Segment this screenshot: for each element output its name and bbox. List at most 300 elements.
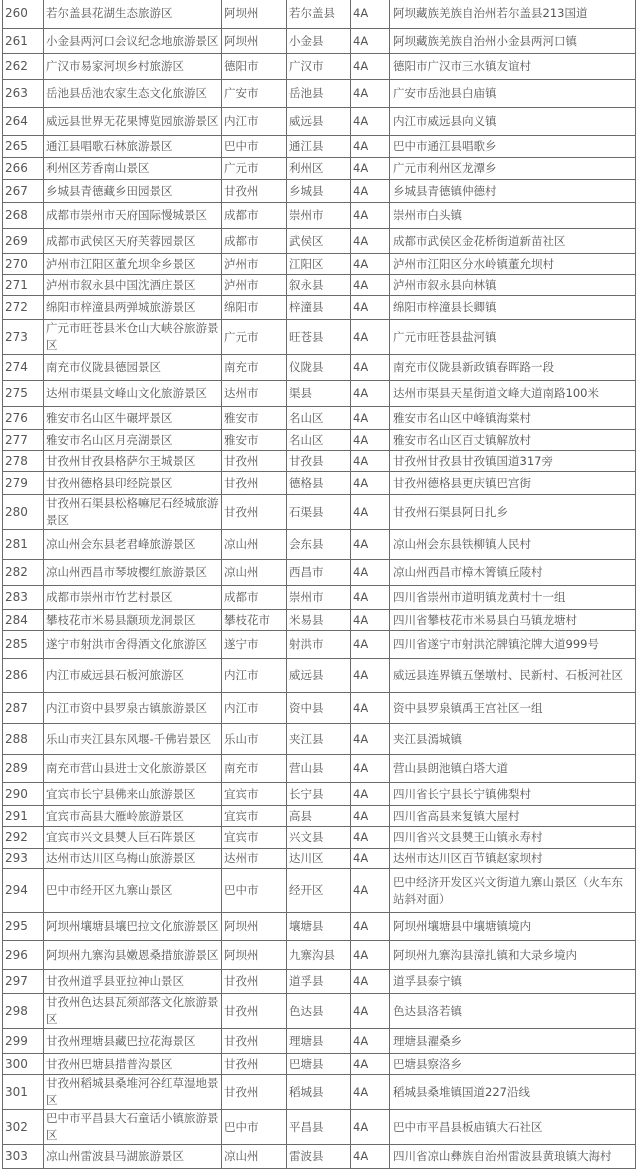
row-number-cell: 285 [3,631,44,659]
address-cell: 巴塘县察洛乡 [390,1054,636,1075]
rating-cell: 4A [351,560,390,586]
city-cell: 甘孜州 [222,495,287,530]
table-row [3,1075,636,1110]
scenic-area-name-cell: 泸州市江阳区董允坝伞乡景区 [44,254,222,275]
county-cell: 叙永县 [287,275,351,296]
city-cell: 德阳市 [222,54,287,80]
address-cell: 阿坝州壤塘县中壤塘镇境内 [390,913,636,941]
city-cell: 广元市 [222,158,287,180]
table-row [3,806,636,827]
address-cell: 达州市渠县天星街道文峰大道南路100米 [390,381,636,407]
address-cell: 阿坝藏族羌族自治州若尔盖县213国道 [390,0,636,29]
row-number-cell: 281 [3,530,44,560]
rating-cell: 4A [351,941,390,970]
row-number-cell: 291 [3,806,44,827]
table-row [3,530,636,560]
address-cell: 内江市威远县向义镇 [390,108,636,136]
rating-cell: 4A [351,136,390,158]
row-number-cell: 286 [3,659,44,693]
scenic-area-name-cell: 成都市武侯区天府芙蓉园景区 [44,229,222,254]
county-cell: 崇州市 [287,586,351,610]
city-cell: 甘孜州 [222,994,287,1029]
scenic-spots-table [2,0,636,1169]
county-cell: 稻城县 [287,1075,351,1110]
city-cell: 泸州市 [222,254,287,275]
rating-cell: 4A [351,320,390,355]
table-row [3,849,636,869]
city-cell: 南充市 [222,755,287,783]
rating-cell: 4A [351,659,390,693]
rating-cell: 4A [351,1145,390,1169]
city-cell: 凉山州 [222,560,287,586]
table-row [3,631,636,659]
row-number-cell: 265 [3,136,44,158]
row-number-cell: 301 [3,1075,44,1110]
scenic-area-name-cell: 南充市仪陇县德园景区 [44,355,222,381]
scenic-area-name-cell: 若尔盖县花湖生态旅游区 [44,0,222,29]
scenic-area-name-cell: 利州区芳香南山景区 [44,158,222,180]
rating-cell: 4A [351,806,390,827]
table-row [3,275,636,296]
city-cell: 攀枝花市 [222,610,287,631]
scenic-area-name-cell: 巴中市平昌县大石童话小镇旅游景区 [44,1110,222,1145]
rating-cell: 4A [351,0,390,29]
table-row [3,136,636,158]
row-number-cell: 267 [3,180,44,203]
county-cell: 旺苍县 [287,320,351,355]
address-cell: 广元市旺苍县盐河镇 [390,320,636,355]
address-cell: 夹江县漹城镇 [390,724,636,755]
city-cell: 阿坝州 [222,941,287,970]
county-cell: 威远县 [287,108,351,136]
row-number-cell: 283 [3,586,44,610]
row-number-cell: 289 [3,755,44,783]
scenic-area-name-cell: 宜宾市高县大雁岭旅游景区 [44,806,222,827]
scenic-area-name-cell: 甘孜州理塘县藏巴拉花海景区 [44,1029,222,1054]
address-cell: 四川省遂宁市射洪沱牌镇沱牌大道999号 [390,631,636,659]
rating-cell: 4A [351,1110,390,1145]
rating-cell: 4A [351,994,390,1029]
address-cell: 甘孜州德格县更庆镇巴宫街 [390,472,636,495]
county-cell: 若尔盖县 [287,0,351,29]
city-cell: 巴中市 [222,1110,287,1145]
row-number-cell: 294 [3,869,44,913]
scenic-area-name-cell: 达州市渠县文峰山文化旅游景区 [44,381,222,407]
address-cell: 四川省凉山彝族自治州雷波县黄琅镇大海村 [390,1145,636,1169]
address-cell: 威远县连界镇五堡墩村、民新村、石板河社区 [390,659,636,693]
city-cell: 阿坝州 [222,0,287,29]
city-cell: 甘孜州 [222,970,287,994]
address-cell: 德阳市广汉市三水镇友谊村 [390,54,636,80]
scenic-area-name-cell: 宜宾市长宁县佛来山旅游景区 [44,783,222,806]
table-row [3,430,636,451]
scenic-area-name-cell: 通江县唱歌石林旅游景区 [44,136,222,158]
county-cell: 通江县 [287,136,351,158]
table-row [3,1029,636,1054]
city-cell: 甘孜州 [222,1029,287,1054]
row-number-cell: 303 [3,1145,44,1169]
row-number-cell: 297 [3,970,44,994]
county-cell: 名山区 [287,430,351,451]
address-cell: 资中县罗泉镇禹王宫社区一组 [390,693,636,724]
city-cell: 凉山州 [222,1145,287,1169]
scenic-area-name-cell: 泸州市叙永县中国沈酒庄景区 [44,275,222,296]
rating-cell: 4A [351,180,390,203]
city-cell: 宜宾市 [222,806,287,827]
rating-cell: 4A [351,495,390,530]
city-cell: 甘孜州 [222,180,287,203]
row-number-cell: 292 [3,827,44,849]
table-row [3,693,636,724]
county-cell: 威远县 [287,659,351,693]
scenic-area-name-cell: 遂宁市射洪市舍得酒文化旅游区 [44,631,222,659]
city-cell: 成都市 [222,229,287,254]
county-cell: 射洪市 [287,631,351,659]
row-number-cell: 279 [3,472,44,495]
scenic-area-name-cell: 达州市达川区乌梅山旅游景区 [44,849,222,869]
county-cell: 平昌县 [287,1110,351,1145]
table-row [3,158,636,180]
table-row [3,381,636,407]
city-cell: 达州市 [222,381,287,407]
address-cell: 阿坝藏族羌族自治州小金县两河口镇 [390,29,636,54]
table-row [3,54,636,80]
county-cell: 兴文县 [287,827,351,849]
scenic-area-name-cell: 小金县两河口会议纪念地旅游景区 [44,29,222,54]
county-cell: 巴塘县 [287,1054,351,1075]
city-cell: 广元市 [222,320,287,355]
address-cell: 凉山州会东县铁柳镇人民村 [390,530,636,560]
address-cell: 阿坝州九寨沟县漳扎镇和大录乡境内 [390,941,636,970]
county-cell: 西昌市 [287,560,351,586]
city-cell: 雅安市 [222,430,287,451]
row-number-cell: 295 [3,913,44,941]
rating-cell: 4A [351,1075,390,1110]
row-number-cell: 270 [3,254,44,275]
county-cell: 武侯区 [287,229,351,254]
rating-cell: 4A [351,783,390,806]
county-cell: 经开区 [287,869,351,913]
address-cell: 达州市达川区百节镇赵家坝村 [390,849,636,869]
address-cell: 崇州市白头镇 [390,203,636,229]
table-row [3,970,636,994]
address-cell: 广安市岳池县白庙镇 [390,80,636,108]
table-row [3,827,636,849]
scenic-area-name-cell: 甘孜州巴塘县措普沟景区 [44,1054,222,1075]
table-row [3,229,636,254]
rating-cell: 4A [351,827,390,849]
city-cell: 甘孜州 [222,1054,287,1075]
county-cell: 名山区 [287,407,351,430]
rating-cell: 4A [351,610,390,631]
address-cell: 雅安市名山区百丈镇解放村 [390,430,636,451]
table-row [3,586,636,610]
city-cell: 成都市 [222,586,287,610]
city-cell: 阿坝州 [222,913,287,941]
rating-cell: 4A [351,631,390,659]
rating-cell: 4A [351,355,390,381]
county-cell: 理塘县 [287,1029,351,1054]
row-number-cell: 277 [3,430,44,451]
rating-cell: 4A [351,108,390,136]
scenic-area-name-cell: 宜宾市兴文县僰人巨石阵景区 [44,827,222,849]
table-row [3,203,636,229]
table-row [3,80,636,108]
scenic-area-name-cell: 巴中市经开区九寨山景区 [44,869,222,913]
scenic-area-name-cell: 雅安市名山区牛碾坪景区 [44,407,222,430]
address-cell: 甘孜州甘孜县甘孜镇国道317旁 [390,451,636,472]
table-row [3,659,636,693]
city-cell: 遂宁市 [222,631,287,659]
row-number-cell: 276 [3,407,44,430]
city-cell: 巴中市 [222,136,287,158]
rating-cell: 4A [351,229,390,254]
address-cell: 道孚县泰宁镇 [390,970,636,994]
address-cell: 理塘县濯桑乡 [390,1029,636,1054]
row-number-cell: 284 [3,610,44,631]
row-number-cell: 296 [3,941,44,970]
city-cell: 内江市 [222,693,287,724]
rating-cell: 4A [351,472,390,495]
county-cell: 小金县 [287,29,351,54]
rating-cell: 4A [351,913,390,941]
address-cell: 巴中市平昌县板庙镇大石社区 [390,1110,636,1145]
rating-cell: 4A [351,451,390,472]
row-number-cell: 269 [3,229,44,254]
row-number-cell: 288 [3,724,44,755]
rating-cell: 4A [351,430,390,451]
scenic-area-name-cell: 南充市营山县进士文化旅游景区 [44,755,222,783]
rating-cell: 4A [351,203,390,229]
rating-cell: 4A [351,586,390,610]
city-cell: 阿坝州 [222,29,287,54]
table-body [3,0,636,1169]
county-cell: 达川区 [287,849,351,869]
county-cell: 德格县 [287,472,351,495]
city-cell: 乐山市 [222,724,287,755]
address-cell: 四川省兴文县僰王山镇永寿村 [390,827,636,849]
address-cell: 乡城县青德镇仲德村 [390,180,636,203]
rating-cell: 4A [351,54,390,80]
table-row [3,472,636,495]
scenic-area-name-cell: 广汉市易家河坝乡村旅游区 [44,54,222,80]
scenic-area-name-cell: 甘孜州石渠县松格嘛尼石经城旅游景区 [44,495,222,530]
city-cell: 达州市 [222,849,287,869]
row-number-cell: 271 [3,275,44,296]
row-number-cell: 266 [3,158,44,180]
row-number-cell: 278 [3,451,44,472]
scenic-area-name-cell: 绵阳市梓潼县两弹城旅游景区 [44,296,222,320]
scenic-area-name-cell: 甘孜州德格县印经院景区 [44,472,222,495]
county-cell: 道孚县 [287,970,351,994]
scenic-area-name-cell: 雅安市名山区月亮湖景区 [44,430,222,451]
table-row [3,994,636,1029]
row-number-cell: 290 [3,783,44,806]
table-row [3,1145,636,1169]
row-number-cell: 298 [3,994,44,1029]
county-cell: 壤塘县 [287,913,351,941]
rating-cell: 4A [351,407,390,430]
row-number-cell: 264 [3,108,44,136]
row-number-cell: 293 [3,849,44,869]
scenic-area-name-cell: 凉山州会东县老君峰旅游景区 [44,530,222,560]
scenic-area-name-cell: 甘孜州道孚县亚拉神山景区 [44,970,222,994]
city-cell: 凉山州 [222,530,287,560]
table-row [3,560,636,586]
county-cell: 石渠县 [287,495,351,530]
scenic-area-name-cell: 威远县世界无花果博览园旅游景区 [44,108,222,136]
table-row [3,451,636,472]
scenic-area-name-cell: 广元市旺苍县米仓山大峡谷旅游景区 [44,320,222,355]
table-row [3,0,636,29]
rating-cell: 4A [351,254,390,275]
rating-cell: 4A [351,80,390,108]
scenic-area-name-cell: 成都市崇州市竹艺村景区 [44,586,222,610]
row-number-cell: 272 [3,296,44,320]
scenic-area-name-cell: 攀枝花市米易县颛顼龙洞景区 [44,610,222,631]
address-cell: 巴中市通江县唱歌乡 [390,136,636,158]
row-number-cell: 273 [3,320,44,355]
table-row [3,869,636,913]
county-cell: 利州区 [287,158,351,180]
city-cell: 宜宾市 [222,827,287,849]
address-cell: 泸州市江阳区分水岭镇董允坝村 [390,254,636,275]
row-number-cell: 280 [3,495,44,530]
table-row [3,755,636,783]
county-cell: 甘孜县 [287,451,351,472]
address-cell: 四川省崇州市道明镇龙黄村十一组 [390,586,636,610]
city-cell: 成都市 [222,203,287,229]
scenic-area-name-cell: 成都市崇州市天府国际慢城景区 [44,203,222,229]
table-row [3,783,636,806]
scenic-area-name-cell: 阿坝州九寨沟县嫩恩桑措旅游景区 [44,941,222,970]
county-cell: 夹江县 [287,724,351,755]
address-cell: 稻城县桑堆镇国道227沿线 [390,1075,636,1110]
table-row [3,254,636,275]
scenic-area-name-cell: 凉山州雷波县马湖旅游景区 [44,1145,222,1169]
county-cell: 崇州市 [287,203,351,229]
row-number-cell: 300 [3,1054,44,1075]
address-cell: 四川省长宁县长宁镇佛梨村 [390,783,636,806]
county-cell: 梓潼县 [287,296,351,320]
table-row [3,1054,636,1075]
county-cell: 会东县 [287,530,351,560]
table-row [3,29,636,54]
city-cell: 绵阳市 [222,296,287,320]
address-cell: 营山县朗池镇白塔大道 [390,755,636,783]
city-cell: 广安市 [222,80,287,108]
city-cell: 巴中市 [222,869,287,913]
table-row [3,495,636,530]
scenic-area-name-cell: 甘孜州甘孜县格萨尔王城景区 [44,451,222,472]
rating-cell: 4A [351,381,390,407]
city-cell: 甘孜州 [222,472,287,495]
rating-cell: 4A [351,849,390,869]
address-cell: 绵阳市梓潼县长卿镇 [390,296,636,320]
city-cell: 南充市 [222,355,287,381]
row-number-cell: 268 [3,203,44,229]
rating-cell: 4A [351,693,390,724]
address-cell: 甘孜州石渠县阿日扎乡 [390,495,636,530]
address-cell: 广元市利州区龙潭乡 [390,158,636,180]
rating-cell: 4A [351,1029,390,1054]
county-cell: 雷波县 [287,1145,351,1169]
rating-cell: 4A [351,29,390,54]
address-cell: 色达县洛若镇 [390,994,636,1029]
row-number-cell: 274 [3,355,44,381]
table-row [3,913,636,941]
rating-cell: 4A [351,275,390,296]
address-cell: 泸州市叙永县向林镇 [390,275,636,296]
city-cell: 宜宾市 [222,783,287,806]
county-cell: 营山县 [287,755,351,783]
row-number-cell: 263 [3,80,44,108]
rating-cell: 4A [351,724,390,755]
row-number-cell: 275 [3,381,44,407]
county-cell: 资中县 [287,693,351,724]
scenic-area-name-cell: 乐山市夹江县东风堰-千佛岩景区 [44,724,222,755]
county-cell: 岳池县 [287,80,351,108]
address-cell: 雅安市名山区中峰镇海棠村 [390,407,636,430]
table-row [3,355,636,381]
table-row [3,320,636,355]
row-number-cell: 261 [3,29,44,54]
address-cell: 巴中经济开发区兴文街道九寨山景区（火车东站斜对面） [390,869,636,913]
address-cell: 四川省攀枝花市米易县白马镇龙塘村 [390,610,636,631]
row-number-cell: 302 [3,1110,44,1145]
scenic-area-name-cell: 甘孜州色达县瓦须部落文化旅游景区 [44,994,222,1029]
table-row [3,610,636,631]
scenic-area-name-cell: 岳池县岳池农家生态文化旅游区 [44,80,222,108]
table-row [3,407,636,430]
rating-cell: 4A [351,296,390,320]
rating-cell: 4A [351,755,390,783]
county-cell: 渠县 [287,381,351,407]
city-cell: 雅安市 [222,407,287,430]
county-cell: 高县 [287,806,351,827]
county-cell: 长宁县 [287,783,351,806]
rating-cell: 4A [351,158,390,180]
address-cell: 南充市仪陇县新政镇春晖路一段 [390,355,636,381]
table-row [3,724,636,755]
row-number-cell: 262 [3,54,44,80]
county-cell: 广汉市 [287,54,351,80]
city-cell: 泸州市 [222,275,287,296]
row-number-cell: 299 [3,1029,44,1054]
scenic-area-name-cell: 凉山州西昌市琴坡樱红旅游景区 [44,560,222,586]
table-row [3,296,636,320]
county-cell: 九寨沟县 [287,941,351,970]
county-cell: 色达县 [287,994,351,1029]
city-cell: 甘孜州 [222,1075,287,1110]
table-row [3,941,636,970]
rating-cell: 4A [351,530,390,560]
county-cell: 江阳区 [287,254,351,275]
table-row [3,1110,636,1145]
scenic-area-name-cell: 内江市威远县石板河旅游区 [44,659,222,693]
scenic-area-name-cell: 内江市资中县罗泉古镇旅游景区 [44,693,222,724]
county-cell: 乡城县 [287,180,351,203]
address-cell: 凉山州西昌市樟木箐镇丘陵村 [390,560,636,586]
county-cell: 仪陇县 [287,355,351,381]
table-row [3,180,636,203]
rating-cell: 4A [351,970,390,994]
city-cell: 甘孜州 [222,451,287,472]
scenic-area-name-cell: 乡城县青德藏乡田园景区 [44,180,222,203]
scenic-area-name-cell: 甘孜州稻城县桑堆河谷红草湿地景区 [44,1075,222,1110]
rating-cell: 4A [351,869,390,913]
table-row [3,108,636,136]
